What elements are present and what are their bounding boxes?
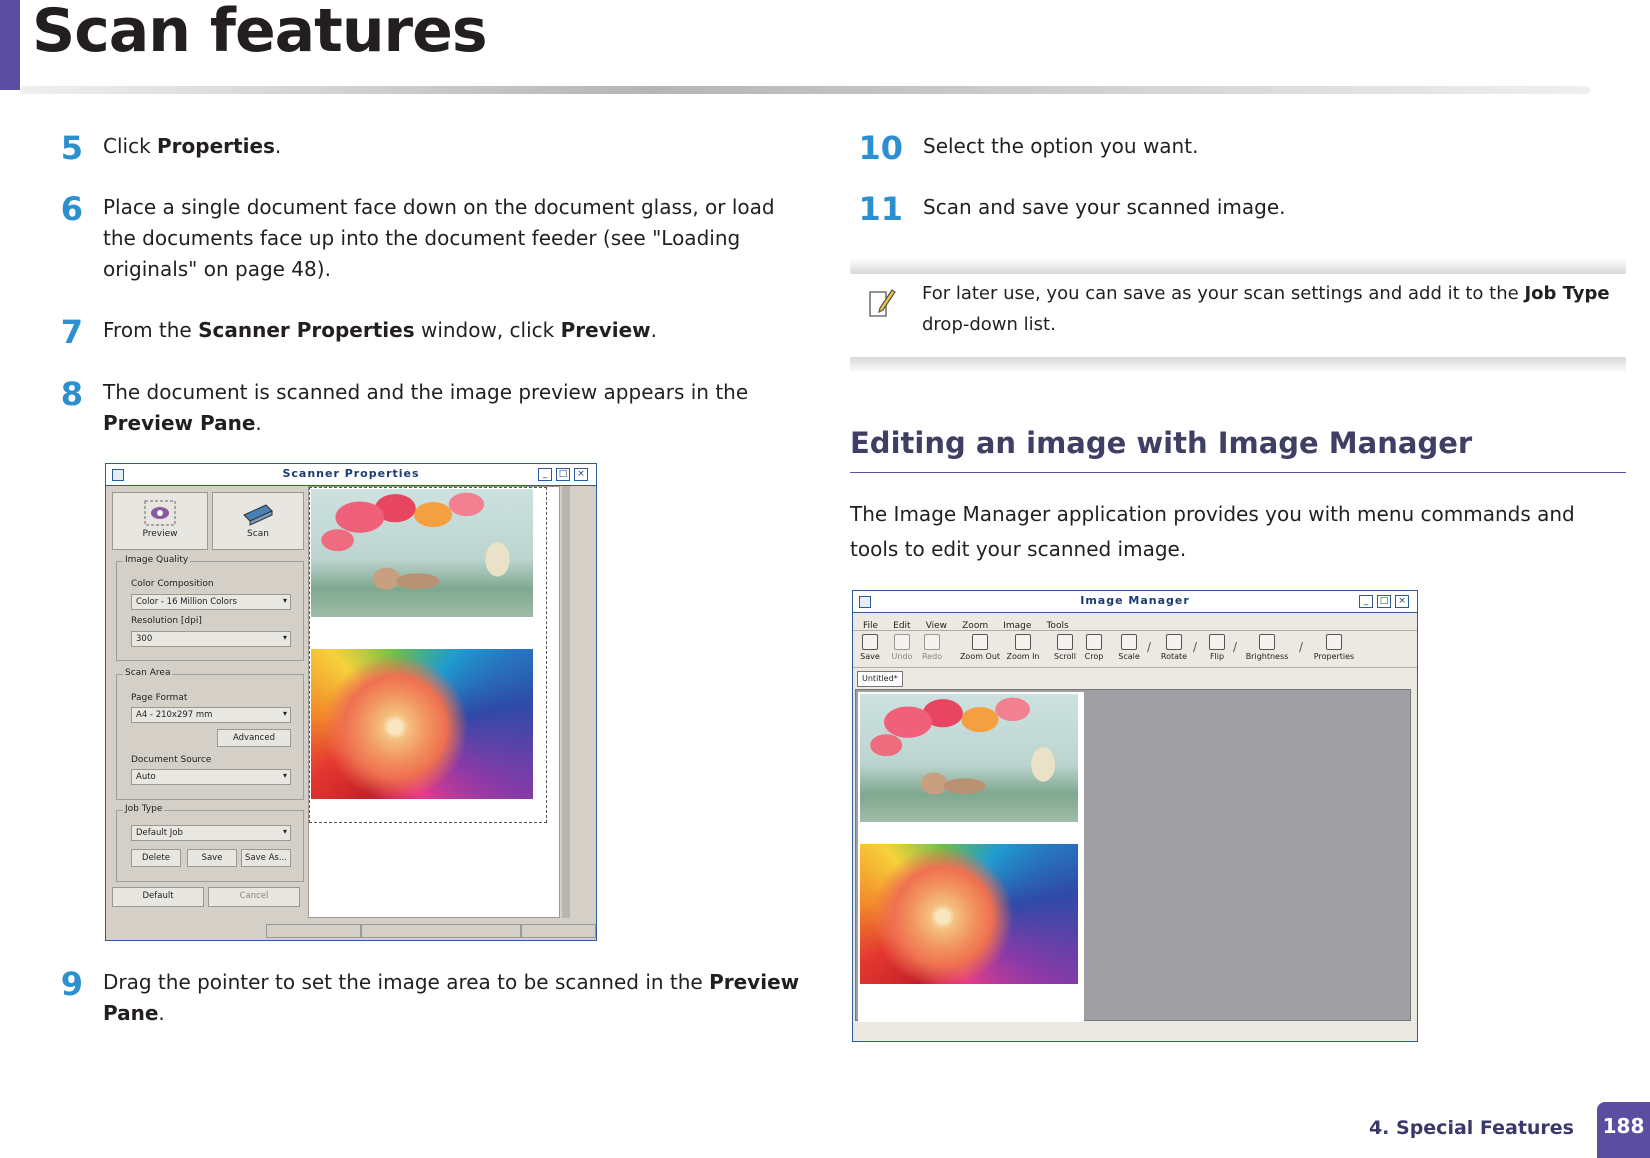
job-type-group: Job Type Default Job ▾ Delete Save Save As... bbox=[116, 810, 304, 882]
scale-tool[interactable]: Scale bbox=[1115, 634, 1143, 661]
zoom-out-tool[interactable]: Zoom Out bbox=[959, 634, 1001, 661]
scroll-icon bbox=[1057, 634, 1073, 650]
scanner-icon bbox=[240, 499, 276, 527]
flip-icon bbox=[1209, 634, 1225, 650]
menu-image[interactable]: Image bbox=[1003, 621, 1032, 631]
scroll-tool[interactable]: Scroll bbox=[1051, 634, 1079, 661]
status-cell bbox=[266, 924, 361, 938]
dahlia-photo bbox=[860, 844, 1078, 984]
separator: / bbox=[1233, 640, 1238, 654]
note-top-rule bbox=[850, 258, 1626, 274]
zoom-in-tool[interactable]: Zoom In bbox=[1005, 634, 1041, 661]
brightness-tool[interactable]: Brightness bbox=[1245, 634, 1289, 661]
note-text: For later use, you can save as your scan settings and add it to the Job Type drop-down list. bbox=[922, 283, 1610, 335]
save-tool[interactable]: Save bbox=[857, 634, 883, 661]
save-button[interactable]: Save bbox=[187, 849, 237, 867]
footer-section-label: 4. Special Features bbox=[1368, 1117, 1574, 1139]
step-8: 8 The document is scanned and the image preview appears in the Preview Pane. bbox=[103, 377, 803, 439]
scan-button[interactable]: Scan bbox=[212, 492, 304, 550]
undo-icon bbox=[894, 634, 910, 650]
separator: / bbox=[1147, 640, 1152, 654]
page-number-badge bbox=[1597, 1102, 1650, 1158]
flowers-kitten-photo bbox=[311, 489, 533, 617]
step-7: 7 From the Scanner Properties window, click Preview. bbox=[103, 315, 803, 346]
save-as-button[interactable]: Save As... bbox=[241, 849, 291, 867]
dropdown-arrow-icon: ▾ bbox=[282, 827, 287, 836]
dahlia-photo bbox=[311, 649, 533, 799]
zoom-out-icon bbox=[972, 634, 988, 650]
dropdown-arrow-icon: ▾ bbox=[282, 633, 287, 642]
page-format-select[interactable]: A4 - 210x297 mm ▾ bbox=[131, 707, 291, 723]
note-box bbox=[850, 258, 1626, 373]
section-paragraph: The Image Manager application provides you with menu commands and tools to edit your scanned image. bbox=[850, 502, 1575, 561]
dropdown-arrow-icon: ▾ bbox=[282, 596, 287, 605]
preview-icon bbox=[143, 499, 177, 527]
redo-tool[interactable]: Redo bbox=[919, 634, 945, 661]
redo-icon bbox=[924, 634, 940, 650]
step-number: 9 bbox=[60, 965, 83, 1003]
separator: / bbox=[1193, 640, 1198, 654]
header-accent-bar bbox=[0, 0, 20, 90]
page-format-label: Page Format bbox=[131, 693, 188, 703]
separator: / bbox=[1299, 640, 1304, 654]
color-composition-select[interactable]: Color - 16 Million Colors ▾ bbox=[131, 594, 291, 610]
section-divider bbox=[850, 472, 1626, 473]
maximize-icon[interactable]: □ bbox=[1377, 595, 1391, 608]
pencil-note-icon bbox=[866, 286, 896, 320]
properties-icon bbox=[1326, 634, 1342, 650]
toolbar bbox=[853, 632, 1417, 668]
document-tab[interactable]: Untitled* bbox=[857, 671, 903, 687]
zoom-in-icon bbox=[1015, 634, 1031, 650]
save-icon bbox=[862, 634, 878, 650]
document-source-label: Document Source bbox=[131, 755, 212, 765]
scanner-window-titlebar bbox=[106, 464, 596, 486]
step-number: 5 bbox=[60, 129, 83, 167]
color-composition-label: Color Composition bbox=[131, 579, 214, 589]
menu-zoom[interactable]: Zoom bbox=[962, 621, 989, 631]
image-manager-screenshot bbox=[852, 590, 1418, 1042]
menu-file[interactable]: File bbox=[863, 621, 879, 631]
step-number: 8 bbox=[60, 375, 83, 413]
close-icon[interactable]: × bbox=[574, 468, 588, 481]
menu-view[interactable]: View bbox=[925, 621, 948, 631]
page-title: Scan features bbox=[32, 0, 487, 66]
title-divider bbox=[20, 86, 1590, 94]
crop-tool[interactable]: Crop bbox=[1081, 634, 1107, 661]
document-source-select[interactable]: Auto ▾ bbox=[131, 769, 291, 785]
dropdown-arrow-icon: ▾ bbox=[282, 771, 287, 780]
brightness-icon bbox=[1259, 634, 1275, 650]
status-cell bbox=[521, 924, 596, 938]
rotate-icon bbox=[1166, 634, 1182, 650]
image-manager-title: Image Manager bbox=[1080, 594, 1190, 607]
menu-bar bbox=[853, 613, 1417, 631]
step-10: 10 Select the option you want. bbox=[923, 131, 1623, 162]
resolution-label: Resolution [dpi] bbox=[131, 616, 202, 626]
properties-tool[interactable]: Properties bbox=[1313, 634, 1355, 661]
menu-tools[interactable]: Tools bbox=[1046, 621, 1069, 631]
menu-edit[interactable]: Edit bbox=[893, 621, 911, 631]
step-number: 7 bbox=[60, 313, 83, 351]
page-number: 188 bbox=[1602, 1114, 1645, 1138]
step-6: 6 Place a single document face down on the document glass, or load the documents face up into the document feeder (see "Loading originals" on page 48). bbox=[103, 192, 803, 285]
dropdown-arrow-icon: ▾ bbox=[282, 709, 287, 718]
image-page bbox=[858, 692, 1084, 1022]
job-type-select[interactable]: Default Job ▾ bbox=[131, 825, 291, 841]
scanner-properties-screenshot bbox=[105, 463, 597, 941]
image-quality-group: Image Quality Color Composition Color - 16 Million Colors ▾ Resolution [dpi] 300 ▾ bbox=[116, 561, 304, 661]
resolution-select[interactable]: 300 ▾ bbox=[131, 631, 291, 647]
maximize-icon[interactable]: □ bbox=[556, 468, 570, 481]
step-number: 11 bbox=[858, 190, 903, 228]
preview-pane[interactable] bbox=[308, 486, 560, 918]
image-manager-titlebar bbox=[853, 591, 1417, 613]
default-button[interactable]: Default bbox=[112, 887, 204, 907]
step-5: 5 Click Properties. bbox=[103, 131, 803, 162]
step-11: 11 Scan and save your scanned image. bbox=[923, 192, 1623, 223]
undo-tool[interactable]: Undo bbox=[889, 634, 915, 661]
rotate-tool[interactable]: Rotate bbox=[1159, 634, 1189, 661]
step-number: 6 bbox=[60, 190, 83, 228]
flip-tool[interactable]: Flip bbox=[1205, 634, 1229, 661]
close-icon[interactable]: × bbox=[1395, 595, 1409, 608]
preview-scrollbar[interactable] bbox=[562, 486, 570, 918]
status-cell bbox=[361, 924, 521, 938]
advanced-button[interactable]: Advanced bbox=[217, 729, 291, 747]
scan-area-group: Scan Area Page Format A4 - 210x297 mm ▾ Advanced Document Source Auto ▾ bbox=[116, 674, 304, 800]
minimize-icon[interactable]: _ bbox=[538, 468, 552, 481]
scale-icon bbox=[1121, 634, 1137, 650]
note-bottom-rule bbox=[850, 357, 1626, 373]
section-heading: Editing an image with Image Manager bbox=[850, 426, 1473, 460]
scanner-window-title: Scanner Properties bbox=[282, 467, 420, 480]
crop-icon bbox=[1086, 634, 1102, 650]
minimize-icon[interactable]: _ bbox=[1359, 595, 1373, 608]
cancel-button[interactable]: Cancel bbox=[208, 887, 300, 907]
step-9: 9 Drag the pointer to set the image area to be scanned in the Preview Pane. bbox=[103, 967, 803, 1029]
delete-button[interactable]: Delete bbox=[131, 849, 181, 867]
image-canvas[interactable] bbox=[855, 689, 1411, 1021]
flowers-kitten-photo bbox=[860, 694, 1078, 822]
preview-button[interactable]: Preview bbox=[112, 492, 208, 550]
step-number: 10 bbox=[858, 129, 903, 167]
